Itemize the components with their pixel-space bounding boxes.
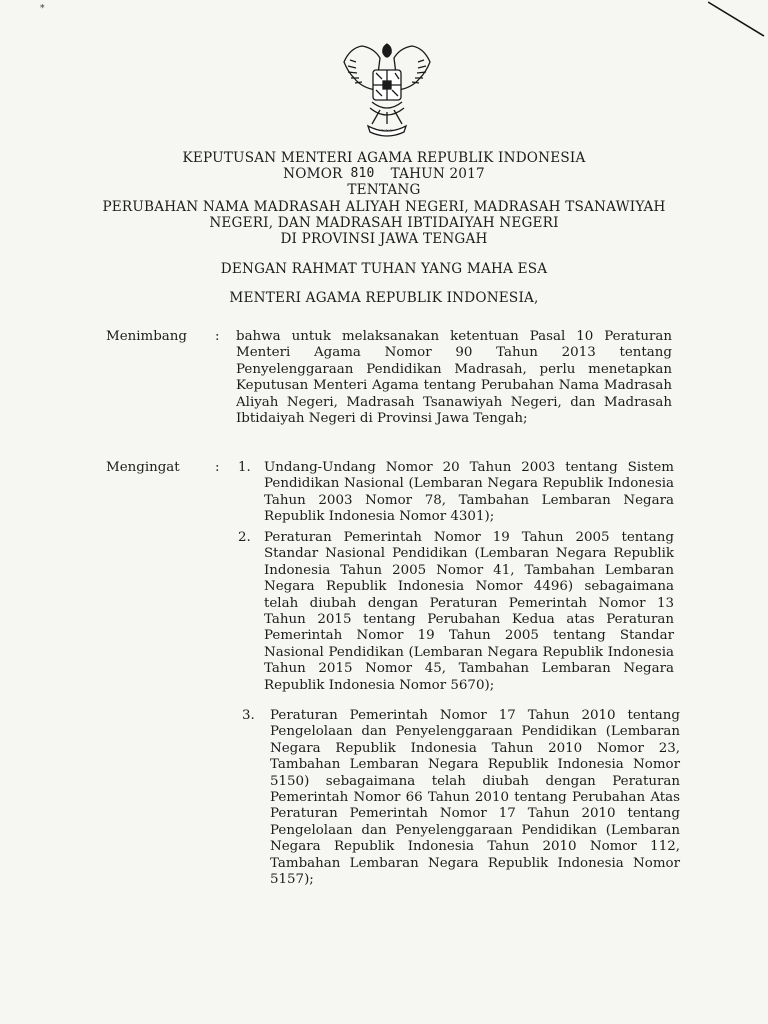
tentang-label: TENTANG	[347, 182, 421, 199]
nomor-label: NOMOR	[283, 166, 343, 183]
decree-header	[0, 150, 768, 247]
menimbang-text: bahwa untuk melaksanakan ketentuan Pasal 10 Peraturan Menteri Agama Nomor 90 Tahun 2013 tentang Penyelenggaraan Pendidikan Madrasah, perlu menetapkan Keputusan Menteri Agama tentang Perubahan Nama Madrasah Aliyah Negeri, Madrasah Tsanawiyah Negeri, dan Madrasah Ibtidaiyah Negeri di Provinsi Jawa Tengah;	[236, 329, 672, 427]
decree-number-row	[0, 166, 768, 182]
scan-mark: *	[40, 4, 45, 14]
subject-line-3: DI PROVINSI JAWA TENGAH	[280, 231, 488, 248]
mengingat-item-text: Peraturan Pemerintah Nomor 17 Tahun 2010 tentang Pengelolaan dan Penyelenggaraan Pendidikan (Lembaran Negara Republik Indonesia Tahun 2010 Nomor 23, Tambahan Lembaran Negara Republik Indonesia Nomor 5150) sebagaimana telah diubah dengan Peraturan Pemerintah Nomor 66 Tahun 2010 tentang Perubahan Atas Peraturan Pemerintah Nomor 17 Tahun 2010 tentang Pengelolaan dan Penyelenggaraan Pendidikan (Lembaran Negara Republik Indonesia Tahun 2010 Nomor 112, Tambahan Lembaran Negara Republik Indonesia Nomor 5157);	[270, 708, 680, 888]
mengingat-item-text: Peraturan Pemerintah Nomor 19 Tahun 2005 tentang Standar Nasional Pendidikan (Lembaran Negara Republik Indonesia Tahun 2005 Nomor 41, Tambahan Lembaran Negara Republik Indonesia Nomor 4496) sebagaimana telah diubah dengan Peraturan Pemerintah Nomor 13 Tahun 2015 tentang Perubahan Kedua atas Peraturan Pemerintah Nomor 19 Tahun 2005 tentang Standar Nasional Pendidikan (Lembaran Negara Republik Indonesia Tahun 2015 Nomor 45, Tambahan Lembaran Negara Republik Indonesia Nomor 5670);	[264, 530, 674, 693]
rahmat-line: DENGAN RAHMAT TUHAN YANG MAHA ESA	[220, 261, 548, 277]
svg-text:~~~: ~~~	[380, 128, 394, 134]
mengingat-item-number: 2.	[238, 530, 251, 545]
mengingat-item-text: Undang-Undang Nomor 20 Tahun 2003 tentang Sistem Pendidikan Nasional (Lembaran Negara Republik Indonesia Tahun 2003 Nomor 78, Tambahan Lembaran Negara Republik Indonesia Nomor 4301);	[264, 460, 674, 525]
garuda-emblem-icon	[340, 40, 434, 140]
mengingat-label: Mengingat	[106, 460, 180, 475]
menimbang-label: Menimbang	[106, 329, 187, 344]
decree-title: KEPUTUSAN MENTERI AGAMA REPUBLIK INDONESIA	[182, 150, 586, 166]
nomor-value: 810	[350, 166, 375, 182]
tahun-label: TAHUN 2017	[390, 166, 485, 183]
menteri-line: MENTERI AGAMA REPUBLIK INDONESIA,	[229, 290, 539, 306]
subject-line-1: PERUBAHAN NAMA MADRASAH ALIYAH NEGERI, MADRASAH TSANAWIYAH	[102, 198, 666, 215]
mengingat-item-number: 1.	[238, 460, 251, 475]
subject-line-2: NEGERI, DAN MADRASAH IBTIDAIYAH NEGERI	[209, 214, 559, 231]
scan-corner-line	[708, 0, 768, 40]
mengingat-colon: :	[215, 460, 220, 475]
menimbang-colon: :	[215, 329, 220, 344]
mengingat-item-number: 3.	[242, 708, 255, 723]
